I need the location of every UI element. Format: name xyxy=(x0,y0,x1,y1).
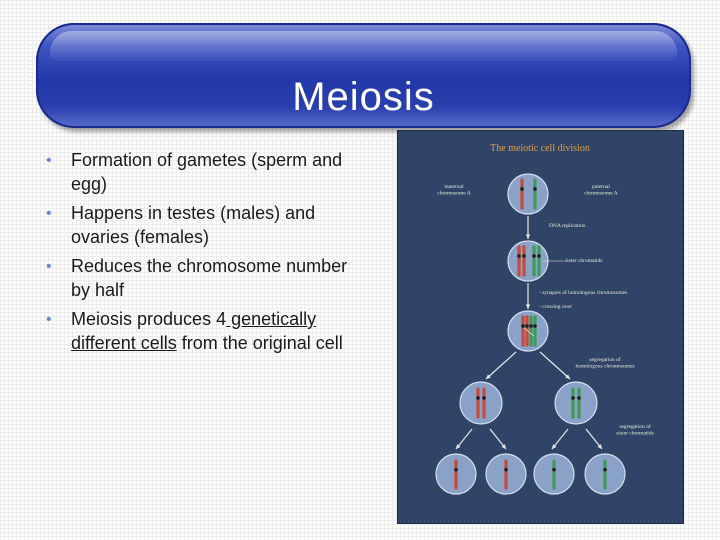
synapsis-chromatid-4-centromere xyxy=(533,324,537,328)
bullet-text: Formation of gametes (sperm and egg) xyxy=(71,150,343,194)
label-maternal: maternal xyxy=(444,184,464,190)
label-crossing-over: - crossing over xyxy=(539,304,572,310)
bullet-icon: • xyxy=(46,205,52,222)
parent-cell xyxy=(508,174,548,214)
synapsis-chromatid-1-centromere xyxy=(521,324,525,328)
bullet-underlined-text: genetically different cells xyxy=(71,309,317,353)
bullet-icon: • xyxy=(46,258,52,275)
bullet-item xyxy=(46,254,356,302)
bullet-text: Meiosis produces 4 xyxy=(71,309,227,329)
meiosis-diagram-svg xyxy=(398,131,683,523)
synapsis-chromatid-2-centromere xyxy=(525,324,529,328)
daughter-cell-1 xyxy=(460,382,502,424)
arrow-synapsis-head xyxy=(526,304,530,309)
daughter1-chromatid-2-centromere xyxy=(482,396,486,400)
daughter2-chromatid-1-centromere xyxy=(571,396,575,400)
label-synapsis: - synapsis of homologous chromosomes xyxy=(539,290,628,296)
label-seg-sister: segregation of xyxy=(619,424,651,430)
bullet-text: Reduces the chromosome number by half xyxy=(71,256,348,300)
label-seg-homologous: segregation of xyxy=(589,357,621,363)
daughter2-chromatid-2-centromere xyxy=(577,396,581,400)
gamete-chromosome-2-centromere xyxy=(504,468,508,472)
arrow-seg-left xyxy=(486,352,516,379)
maternal-chromatid-1-centromere xyxy=(517,254,521,258)
slide-title: Meiosis xyxy=(292,75,435,119)
synapsis-chromatid-3-centromere xyxy=(529,324,533,328)
paternal-chromatid-1-centromere xyxy=(532,254,536,258)
paternal-chromosome-centromere xyxy=(533,187,537,191)
bullet-text-end: from the original cell xyxy=(176,333,343,353)
label-seg-sister-line2: sister chromatids xyxy=(616,430,654,437)
daughter1-chromatid-1-centromere xyxy=(476,396,480,400)
gamete-chromosome-1-centromere xyxy=(454,468,458,472)
diagram-title: The meiotic cell division xyxy=(490,143,590,154)
bullet-list xyxy=(46,148,356,360)
label-maternal-line2: chromosome A xyxy=(437,190,471,197)
replicated-cell xyxy=(508,241,548,281)
maternal-chromosome-centromere xyxy=(520,187,524,191)
title-bar xyxy=(36,23,691,128)
bullet-icon: • xyxy=(46,311,52,328)
gamete-chromosome-4-centromere xyxy=(603,468,607,472)
bullet-text: Happens in testes (males) and ovaries (females) xyxy=(71,203,316,247)
arrow-seg-right xyxy=(540,352,570,379)
arrow-replication-head xyxy=(526,234,530,239)
bullet-item xyxy=(46,201,356,249)
gamete-chromosome-3-centromere xyxy=(552,468,556,472)
label-dna-replication: DNA replication xyxy=(549,223,586,229)
daughter-cell-2 xyxy=(555,382,597,424)
meiosis-diagram xyxy=(398,131,683,523)
maternal-chromatid-2-centromere xyxy=(522,254,526,258)
bullet-item xyxy=(46,148,356,196)
bullet-icon: • xyxy=(46,152,52,169)
bullet-item xyxy=(46,307,356,355)
paternal-chromatid-2-centromere xyxy=(537,254,541,258)
label-sister-chromatids: sister chromatids xyxy=(565,258,603,264)
label-paternal-line2: chromosome A xyxy=(584,190,618,197)
label-paternal: paternal xyxy=(592,184,610,190)
label-seg-homologous-line2: homologous chromosomes xyxy=(575,363,635,370)
